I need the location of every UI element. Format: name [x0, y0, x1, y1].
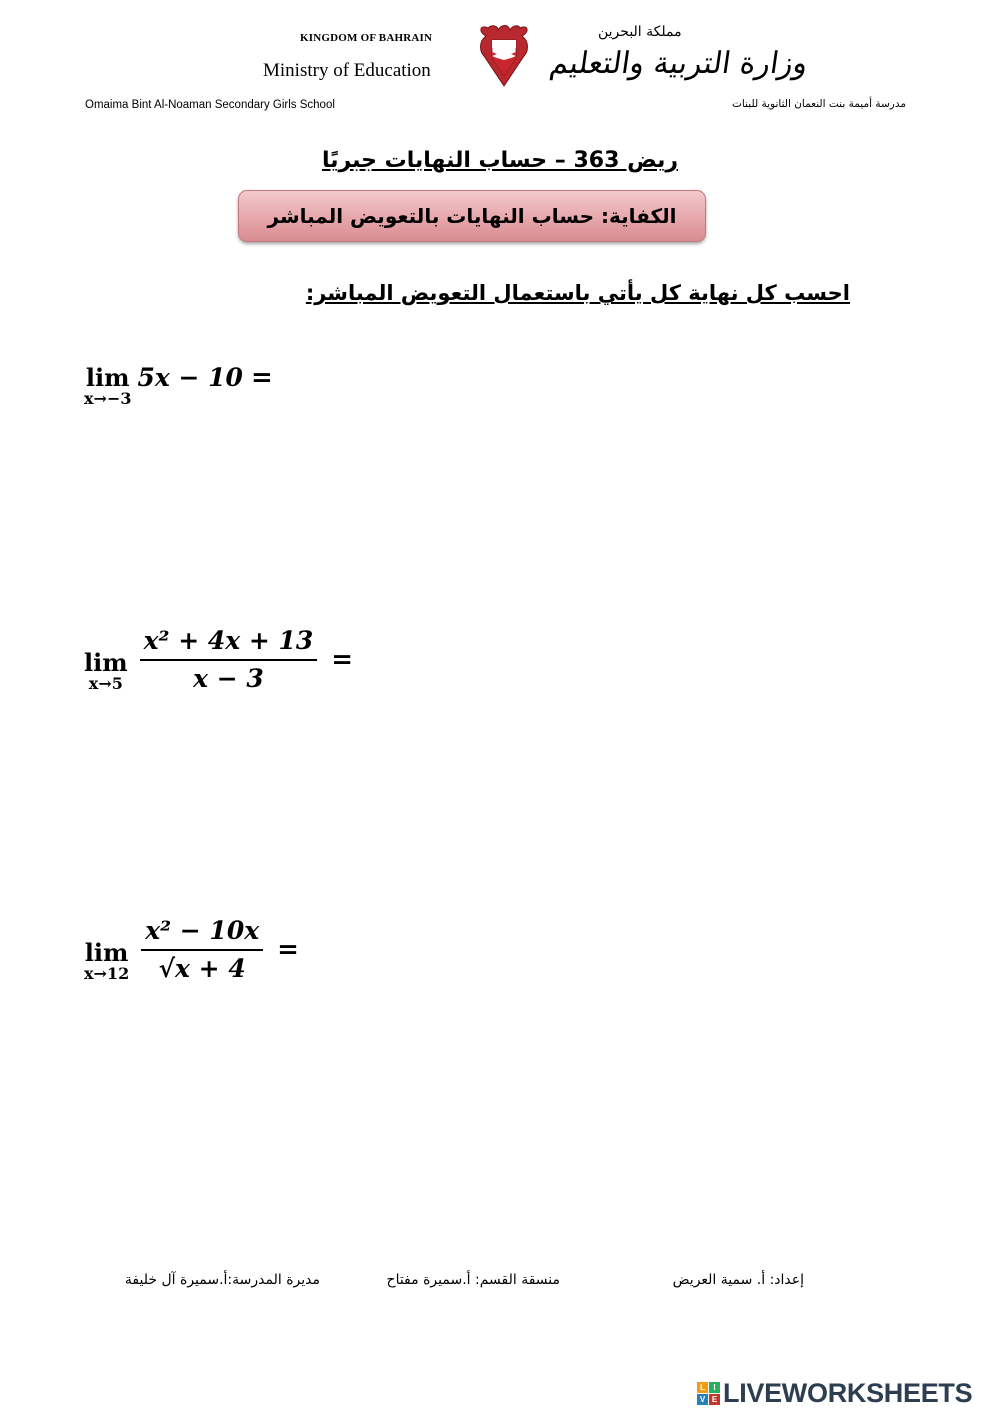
lim-word: lim: [85, 363, 130, 392]
school-name-en: Omaima Bint Al-Noaman Secondary Girls School: [85, 99, 335, 111]
kingdom-en: KINGDOM OF BAHRAIN: [300, 32, 433, 44]
lim-subscript: x→−3: [84, 389, 132, 408]
denominator: √x + 4: [158, 953, 246, 983]
equals-sign: =: [277, 934, 299, 965]
instruction: احسب كل نهاية كل يأتي باستعمال التعويض المباشر:: [305, 281, 850, 305]
lim-subscript: x→12: [84, 963, 130, 983]
liveworksheets-text: LIVEWORKSHEETS: [723, 1378, 973, 1408]
problem-3: [84, 916, 299, 984]
ministry-en: Ministry of Education: [263, 60, 431, 81]
equals-sign: =: [331, 644, 354, 675]
liveworksheets-watermark: [697, 1378, 972, 1409]
lim-subscript: x→5: [88, 673, 123, 693]
school-name-ar: مدرسة أميمة بنت النعمان الثانوية للبنات: [732, 98, 906, 110]
ministry-ar: وزارة التربية والتعليم: [547, 46, 811, 81]
lesson-title-text: ريض 363 – حساب النهايات جبريًا: [321, 148, 679, 173]
numerator: x² + 4x + 13: [143, 626, 314, 655]
fraction-bar: [140, 659, 318, 661]
lesson-title: [0, 148, 1000, 173]
limit-operator: [84, 363, 132, 408]
logo-letter: I: [709, 1382, 720, 1393]
denominator: x − 3: [193, 663, 264, 693]
kingdom-ar: مملكة البحرين: [598, 24, 682, 40]
competency-text: الكفاية: حساب النهايات بالتعويض المباشر: [267, 204, 677, 228]
liveworksheets-logo-icon: [697, 1382, 720, 1405]
fraction: [140, 626, 318, 694]
expression: 5x − 10: [137, 363, 243, 393]
lim-word: lim: [84, 647, 128, 677]
footer-principal: مديرة المدرسة:أ.سميرة آل خليفة: [124, 1272, 320, 1288]
problem-1: [84, 362, 273, 408]
lim-word: lim: [84, 937, 129, 967]
limit-operator: [84, 937, 130, 983]
equals-sign: =: [250, 362, 273, 393]
bahrain-emblem-icon: [476, 22, 532, 88]
limit-operator: [84, 647, 128, 693]
problem-2: [84, 626, 353, 694]
fraction-bar: [141, 949, 263, 951]
fraction: [141, 916, 263, 984]
competency-box: [238, 190, 706, 242]
logo-letter: E: [709, 1394, 720, 1405]
logo-letter: V: [697, 1394, 708, 1405]
footer-coordinator: منسقة القسم: أ.سميرة مفتاح: [386, 1272, 560, 1288]
footer-prepared-by: إعداد: أ. سمية العريض: [672, 1272, 804, 1288]
logo-letter: L: [697, 1382, 708, 1393]
numerator: x² − 10x: [145, 916, 260, 945]
